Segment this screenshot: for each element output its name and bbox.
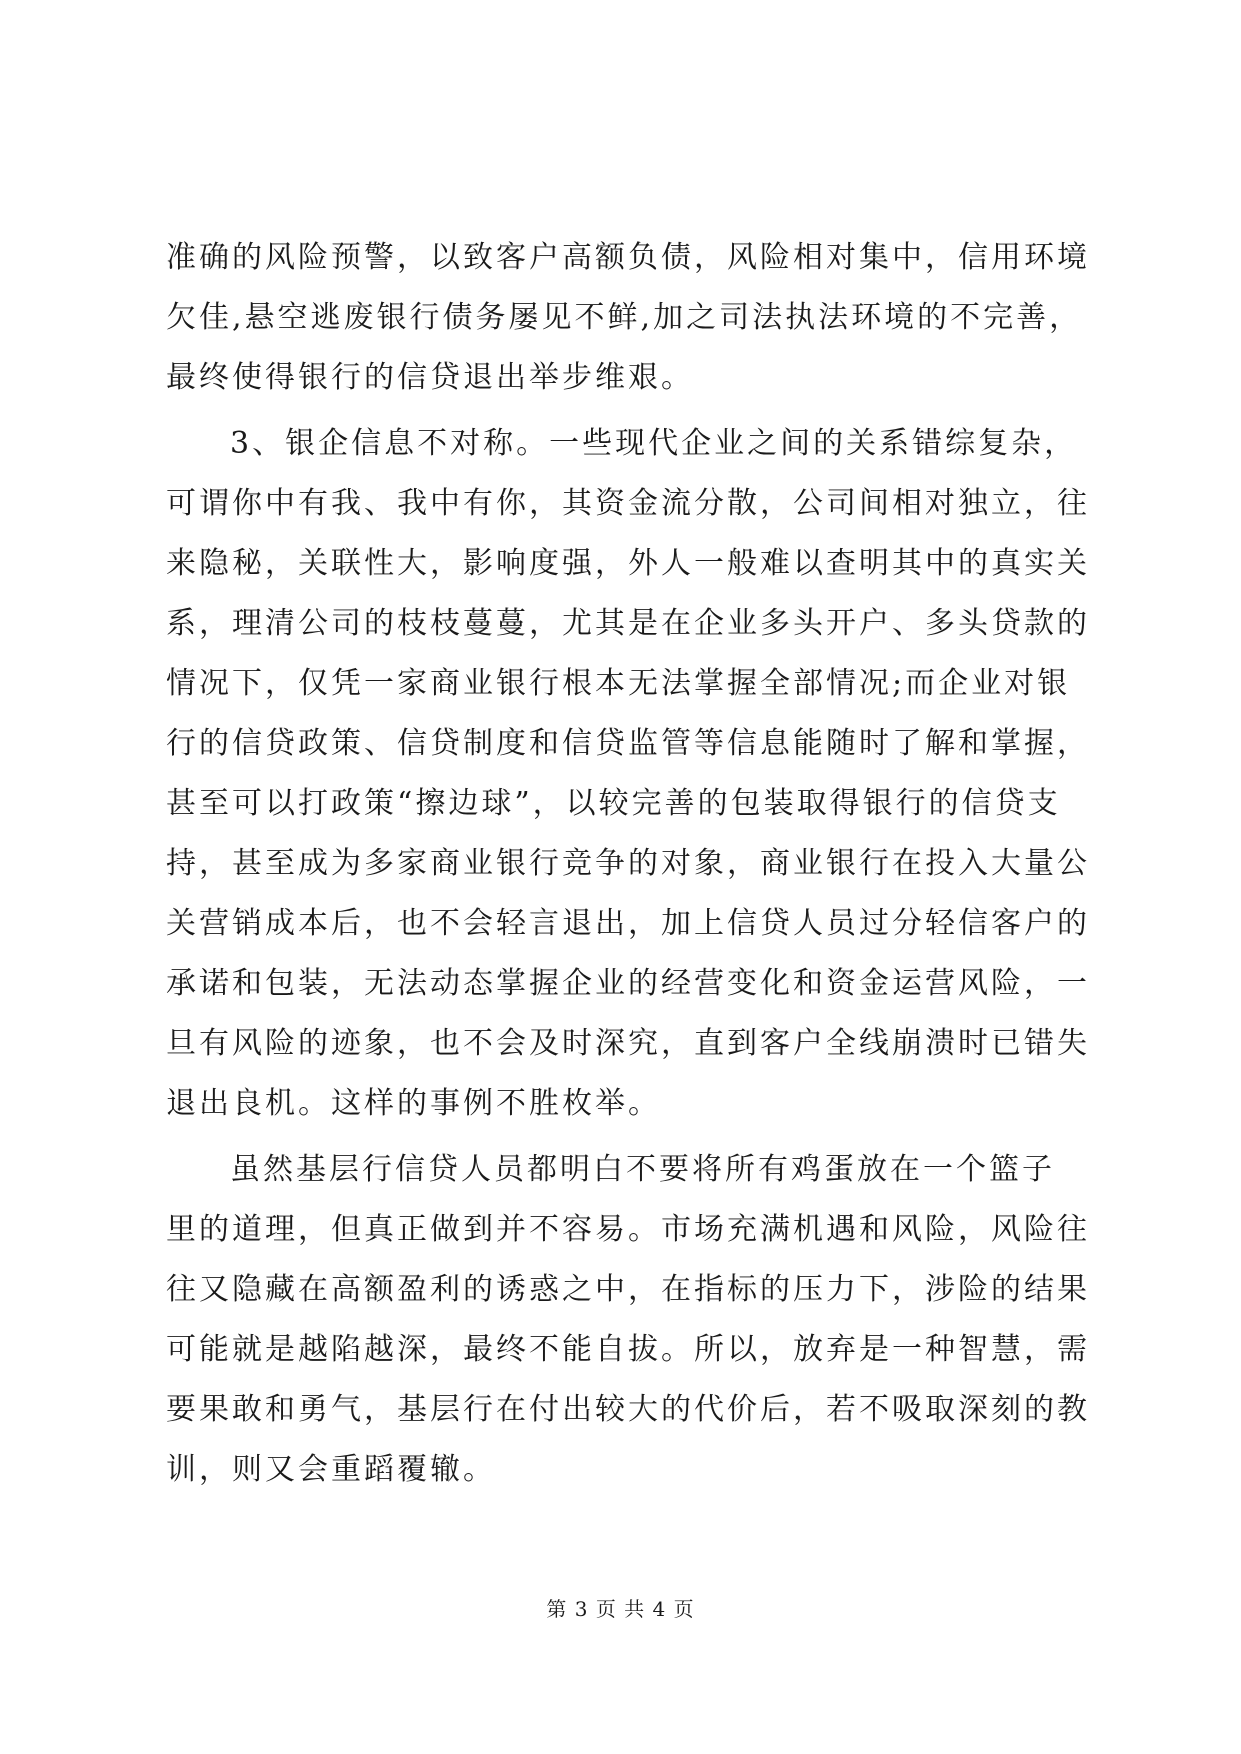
page-footer: 第 3 页 共 4 页 (546, 1597, 695, 1621)
text-line-content: 可能就是越陷越深，最终不能自拔。所以，放弃是一种智慧，需 (166, 1332, 1090, 1367)
text-line-content: 甚至可以打政策“擦边球”，以较完善的包装取得银行的信贷支 (166, 786, 1061, 821)
text-line-content: 里的道理，但真正做到并不容易。市场充满机遇和风险，风险往 (166, 1212, 1090, 1247)
paragraph (166, 414, 1090, 1134)
text-line-content: 来隐秘，关联性大，影响度强，外人一般难以查明其中的真实关 (166, 546, 1090, 581)
text-line (166, 594, 1090, 654)
text-line (166, 348, 1078, 408)
text-line-content: 虽然基层行信贷人员都明白不要将所有鸡蛋放在一个篮子 (230, 1152, 1055, 1187)
text-line (166, 414, 1078, 474)
text-line (166, 534, 1090, 594)
text-line-content: 往又隐藏在高额盈利的诱惑之中，在指标的压力下，涉险的结果 (166, 1272, 1090, 1307)
text-line (166, 474, 1090, 534)
text-line-content: 3、银企信息不对称。一些现代企业之间的关系错综复杂， (230, 426, 1078, 461)
text-line-content: 关营销成本后，也不会轻言退出，加上信贷人员过分轻信客户的 (166, 906, 1090, 941)
text-line (166, 654, 1078, 714)
text-line-content: 持，甚至成为多家商业银行竞争的对象，商业银行在投入大量公 (166, 846, 1090, 881)
text-line (166, 288, 1083, 348)
text-line (166, 894, 1090, 954)
text-line-content: 行的信贷政策、信贷制度和信贷监管等信息能随时了解和掌握， (166, 726, 1090, 761)
text-line-content: 要果敢和勇气，基层行在付出较大的代价后，若不吸取深刻的教 (166, 1392, 1090, 1427)
text-line-content: 欠佳,悬空逃废银行债务屡见不鲜,加之司法执法环境的不完善， (166, 300, 1083, 335)
text-line-content: 旦有风险的迹象，也不会及时深究，直到客户全线崩溃时已错失 (166, 1026, 1090, 1061)
text-line (166, 834, 1090, 894)
text-line (166, 1440, 1078, 1500)
text-line (166, 1380, 1090, 1440)
text-line-content: 最终使得银行的信贷退出举步维艰。 (166, 360, 694, 395)
text-line (166, 1200, 1090, 1260)
text-line (166, 774, 1078, 834)
text-line (166, 1260, 1090, 1320)
text-line-content: 退出良机。这样的事例不胜枚举。 (166, 1086, 661, 1121)
text-line-content: 训，则又会重蹈覆辙。 (166, 1452, 496, 1487)
text-line (166, 228, 1090, 288)
text-line (166, 1074, 1078, 1134)
text-line (166, 1140, 1078, 1200)
text-line-content: 情况下，仅凭一家商业银行根本无法掌握全部情况;而企业对银 (166, 666, 1071, 701)
text-line-content: 准确的风险预警，以致客户高额负债，风险相对集中，信用环境 (166, 240, 1090, 275)
paragraph (166, 1140, 1090, 1500)
text-line (166, 1320, 1090, 1380)
text-line-content: 承诺和包装，无法动态掌握企业的经营变化和资金运营风险，一 (166, 966, 1090, 1001)
paragraph (166, 228, 1090, 408)
text-line-content: 系，理清公司的枝枝蔓蔓，尤其是在企业多头开户、多头贷款的 (166, 606, 1090, 641)
text-line (166, 714, 1090, 774)
text-line (166, 1014, 1090, 1074)
document-body (166, 228, 1090, 1506)
text-line (166, 954, 1090, 1014)
text-line-content: 可谓你中有我、我中有你，其资金流分散，公司间相对独立，往 (166, 486, 1090, 521)
